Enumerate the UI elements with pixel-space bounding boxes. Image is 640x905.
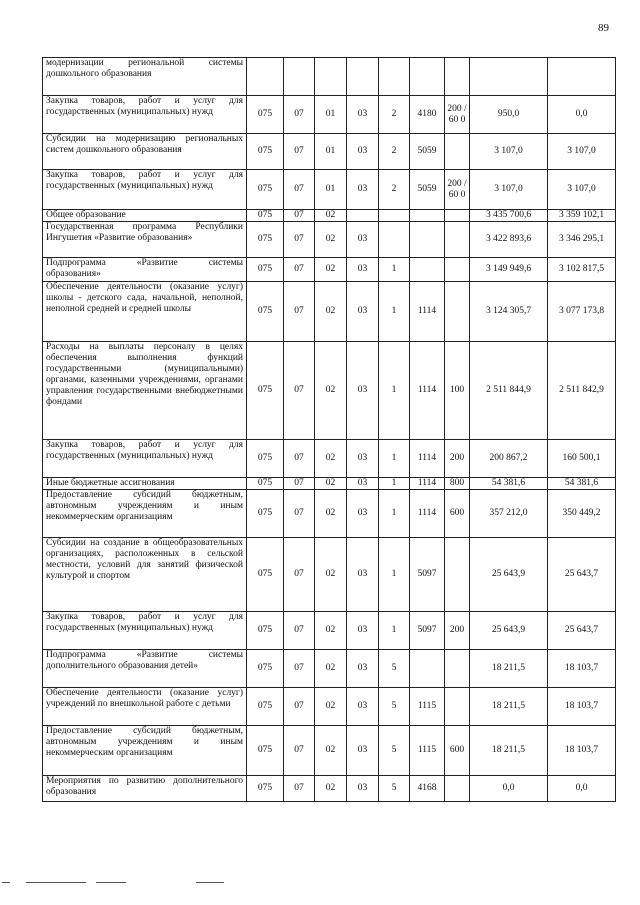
cell-cs3 — [410, 650, 445, 688]
cell-year1: 3 149 949,6 — [470, 258, 548, 282]
cell-cs2 — [379, 58, 410, 96]
cell-pr: 02 — [315, 688, 347, 726]
cell-vr — [445, 58, 470, 96]
table-row — [43, 170, 616, 210]
table-body — [43, 58, 616, 802]
cell-vr — [445, 258, 470, 282]
cell-cs1: 03 — [347, 134, 379, 170]
cell-rz: 07 — [284, 222, 315, 258]
cell-year1: 200 867,2 — [470, 440, 548, 478]
cell-rz: 07 — [284, 478, 315, 490]
table-row — [43, 282, 616, 342]
cell-vr: 800 — [445, 478, 470, 490]
cell-rz: 07 — [284, 282, 315, 342]
cell-cs3: 4180 — [410, 96, 445, 134]
cell-gr: 075 — [247, 134, 284, 170]
cell-cs3: 5097 — [410, 612, 445, 650]
cell-year2: 54 381,6 — [548, 478, 616, 490]
cell-year2: 18 103,7 — [548, 688, 616, 726]
cell-pr: 01 — [315, 134, 347, 170]
cell-cs2 — [379, 222, 410, 258]
cell-cs3: 4168 — [410, 776, 445, 802]
cell-rz: 07 — [284, 776, 315, 802]
cell-cs3: 5059 — [410, 134, 445, 170]
cell-year2 — [548, 58, 616, 96]
cell-cs1: 03 — [347, 688, 379, 726]
cell-cs1: 03 — [347, 440, 379, 478]
cell-gr: 075 — [247, 210, 284, 222]
cell-year1: 3 435 700,6 — [470, 210, 548, 222]
cell-pr: 02 — [315, 612, 347, 650]
cell-cs2: 1 — [379, 342, 410, 440]
cell-cs1: 03 — [347, 726, 379, 776]
cell-year2: 3 346 295,1 — [548, 222, 616, 258]
cell-cs1: 03 — [347, 612, 379, 650]
cell-year1: 2 511 844,9 — [470, 342, 548, 440]
cell-vr — [445, 688, 470, 726]
cell-pr: 01 — [315, 170, 347, 210]
table-row — [43, 258, 616, 282]
cell-year1: 357 212,0 — [470, 490, 548, 538]
cell-rz: 07 — [284, 96, 315, 134]
cell-year2: 18 103,7 — [548, 650, 616, 688]
cell-cs2: 2 — [379, 170, 410, 210]
cell-year1: 3 107,0 — [470, 170, 548, 210]
table-row — [43, 96, 616, 134]
cell-pr: 02 — [315, 258, 347, 282]
cell-rz: 07 — [284, 440, 315, 478]
cell-vr — [445, 776, 470, 802]
cell-cs1: 03 — [347, 342, 379, 440]
cell-cs2: 1 — [379, 258, 410, 282]
cell-cs3: 1114 — [410, 440, 445, 478]
cell-cs2: 1 — [379, 478, 410, 490]
cell-year2: 25 643,7 — [548, 612, 616, 650]
row-name: Закупка товаров, работ и услуг для государственных (муниципальных) нужд — [43, 96, 247, 134]
cell-vr — [445, 134, 470, 170]
cell-gr: 075 — [247, 490, 284, 538]
row-name: Расходы на выплаты персоналу в целях обеспечения выполнения функций государственными (муниципальными) органами, казенными учреждениями, органами управления государственными внебюджетными фондами — [43, 342, 247, 440]
cell-pr: 02 — [315, 282, 347, 342]
cell-cs2: 2 — [379, 96, 410, 134]
cell-year2: 0,0 — [548, 776, 616, 802]
row-name: Подпрограмма «Развитие системы образования» — [43, 258, 247, 282]
cell-year2: 2 511 842,9 — [548, 342, 616, 440]
cell-year1 — [470, 58, 548, 96]
cell-year1: 54 381,6 — [470, 478, 548, 490]
cell-cs3: 1115 — [410, 726, 445, 776]
cell-rz: 07 — [284, 210, 315, 222]
cell-vr — [445, 538, 470, 612]
cell-cs2: 1 — [379, 538, 410, 612]
cell-pr: 02 — [315, 342, 347, 440]
cell-cs1: 03 — [347, 96, 379, 134]
cell-cs1 — [347, 210, 379, 222]
cell-year2: 18 103,7 — [548, 726, 616, 776]
cell-cs1: 03 — [347, 490, 379, 538]
cell-vr — [445, 222, 470, 258]
cell-rz: 07 — [284, 342, 315, 440]
cell-cs3: 5059 — [410, 170, 445, 210]
budget-table — [42, 57, 616, 802]
table-row — [43, 58, 616, 96]
row-name: Субсидии на модернизацию региональных систем дошкольного образования — [43, 134, 247, 170]
cell-year1: 18 211,5 — [470, 726, 548, 776]
cell-vr: 200 /60 0 — [445, 170, 470, 210]
cell-year2: 3 102 817,5 — [548, 258, 616, 282]
table-row — [43, 688, 616, 726]
table-row — [43, 726, 616, 776]
cell-cs1: 03 — [347, 258, 379, 282]
table-row — [43, 776, 616, 802]
cell-gr: 075 — [247, 478, 284, 490]
cell-pr: 02 — [315, 490, 347, 538]
cell-year1: 18 211,5 — [470, 650, 548, 688]
table-row — [43, 342, 616, 440]
cell-gr: 075 — [247, 342, 284, 440]
cell-vr: 200 /60 0 — [445, 96, 470, 134]
cell-cs1: 03 — [347, 222, 379, 258]
cell-cs3: 1114 — [410, 490, 445, 538]
cell-cs1: 03 — [347, 776, 379, 802]
cell-year2: 160 500,1 — [548, 440, 616, 478]
cell-pr: 02 — [315, 650, 347, 688]
cell-cs3: 1114 — [410, 478, 445, 490]
cell-gr: 075 — [247, 726, 284, 776]
cell-rz: 07 — [284, 258, 315, 282]
cell-cs2 — [379, 210, 410, 222]
row-name: модернизации региональной системы дошкольного образования — [43, 58, 247, 96]
cell-year1: 3 107,0 — [470, 134, 548, 170]
cell-year2: 3 359 102,1 — [548, 210, 616, 222]
cell-vr — [445, 210, 470, 222]
table-row — [43, 478, 616, 490]
cell-cs2: 5 — [379, 726, 410, 776]
cell-pr: 02 — [315, 222, 347, 258]
cell-year2: 3 077 173,8 — [548, 282, 616, 342]
cell-pr: 02 — [315, 478, 347, 490]
cell-cs3: 1115 — [410, 688, 445, 726]
cell-cs1: 03 — [347, 538, 379, 612]
table-row — [43, 490, 616, 538]
table-row — [43, 612, 616, 650]
page-number: 89 — [598, 22, 609, 34]
cell-rz: 07 — [284, 688, 315, 726]
cell-vr: 600 — [445, 726, 470, 776]
cell-year2: 350 449,2 — [548, 490, 616, 538]
table-row — [43, 440, 616, 478]
cell-year1: 25 643,9 — [470, 612, 548, 650]
row-name: Предоставление субсидий бюджетным, автономным учреждениям и иным некоммерческим организациям — [43, 490, 247, 538]
cell-pr: 02 — [315, 440, 347, 478]
row-name: Обеспечение деятельности (оказание услуг) школы - детского сада, начальной, неполной, неполной средней и средней школы — [43, 282, 247, 342]
cell-vr — [445, 650, 470, 688]
cell-cs1 — [347, 58, 379, 96]
cell-gr: 075 — [247, 776, 284, 802]
cell-pr — [315, 58, 347, 96]
cell-cs2: 5 — [379, 650, 410, 688]
row-name: Закупка товаров, работ и услуг для государственных (муниципальных) нужд — [43, 440, 247, 478]
cell-vr: 200 — [445, 612, 470, 650]
cell-cs1: 03 — [347, 650, 379, 688]
table-row — [43, 538, 616, 612]
cell-cs2: 1 — [379, 490, 410, 538]
cell-year1: 0,0 — [470, 776, 548, 802]
cell-cs2: 1 — [379, 282, 410, 342]
cell-cs1: 03 — [347, 170, 379, 210]
cell-gr: 075 — [247, 170, 284, 210]
row-name: Закупка товаров, работ и услуг для государственных (муниципальных) нужд — [43, 170, 247, 210]
table-row — [43, 210, 616, 222]
cell-year1: 3 124 305,7 — [470, 282, 548, 342]
cell-pr: 02 — [315, 726, 347, 776]
cell-cs1: 03 — [347, 478, 379, 490]
cell-gr: 075 — [247, 688, 284, 726]
cell-rz: 07 — [284, 538, 315, 612]
row-name: Закупка товаров, работ и услуг для государственных (муниципальных) нужд — [43, 612, 247, 650]
table-row — [43, 134, 616, 170]
cell-cs2: 1 — [379, 612, 410, 650]
cell-cs3: 1114 — [410, 282, 445, 342]
cell-year1: 950,0 — [470, 96, 548, 134]
cell-year2: 3 107,0 — [548, 134, 616, 170]
cell-gr: 075 — [247, 440, 284, 478]
cell-rz: 07 — [284, 134, 315, 170]
cell-cs2: 2 — [379, 134, 410, 170]
cell-cs3 — [410, 222, 445, 258]
cell-gr: 075 — [247, 612, 284, 650]
cell-vr: 600 — [445, 490, 470, 538]
row-name: Обеспечение деятельности (оказание услуг) учреждений по внешкольной работе с детьми — [43, 688, 247, 726]
cell-rz: 07 — [284, 170, 315, 210]
cell-rz: 07 — [284, 612, 315, 650]
cell-cs2: 1 — [379, 440, 410, 478]
cell-pr: 02 — [315, 210, 347, 222]
table-row — [43, 222, 616, 258]
cell-year2: 3 107,0 — [548, 170, 616, 210]
table-row — [43, 650, 616, 688]
cell-cs3 — [410, 58, 445, 96]
cell-cs1: 03 — [347, 282, 379, 342]
cell-gr: 075 — [247, 258, 284, 282]
cell-year1: 3 422 893,6 — [470, 222, 548, 258]
cell-cs2: 5 — [379, 688, 410, 726]
cell-vr — [445, 282, 470, 342]
cell-year2: 0,0 — [548, 96, 616, 134]
cell-cs3: 5097 — [410, 538, 445, 612]
cell-year1: 25 643,9 — [470, 538, 548, 612]
cell-vr: 100 — [445, 342, 470, 440]
cell-gr — [247, 58, 284, 96]
cell-rz — [284, 58, 315, 96]
scan-artifacts — [0, 882, 640, 894]
cell-cs3: 1114 — [410, 342, 445, 440]
row-name: Иные бюджетные ассигнования — [43, 478, 247, 490]
cell-pr: 02 — [315, 776, 347, 802]
row-name: Общее образование — [43, 210, 247, 222]
cell-rz: 07 — [284, 726, 315, 776]
row-name: Мероприятия по развитию дополнительного образования — [43, 776, 247, 802]
row-name: Субсидии на создание в общеобразовательных организациях, расположенных в сельской местности, условий для занятий физической культурой и спортом — [43, 538, 247, 612]
cell-gr: 075 — [247, 282, 284, 342]
row-name: Государственная программа Республики Ингушетия «Развитие образования» — [43, 222, 247, 258]
cell-pr: 01 — [315, 96, 347, 134]
cell-cs2: 5 — [379, 776, 410, 802]
cell-gr: 075 — [247, 538, 284, 612]
cell-rz: 07 — [284, 650, 315, 688]
cell-cs3 — [410, 210, 445, 222]
cell-pr: 02 — [315, 538, 347, 612]
row-name: Предоставление субсидий бюджетным, автономным учреждениям и иным некоммерческим организациям — [43, 726, 247, 776]
row-name: Подпрограмма «Развитие системы дополнительного образования детей» — [43, 650, 247, 688]
cell-year2: 25 643,7 — [548, 538, 616, 612]
cell-gr: 075 — [247, 650, 284, 688]
cell-cs3 — [410, 258, 445, 282]
cell-vr: 200 — [445, 440, 470, 478]
cell-rz: 07 — [284, 490, 315, 538]
cell-gr: 075 — [247, 96, 284, 134]
cell-year1: 18 211,5 — [470, 688, 548, 726]
cell-gr: 075 — [247, 222, 284, 258]
